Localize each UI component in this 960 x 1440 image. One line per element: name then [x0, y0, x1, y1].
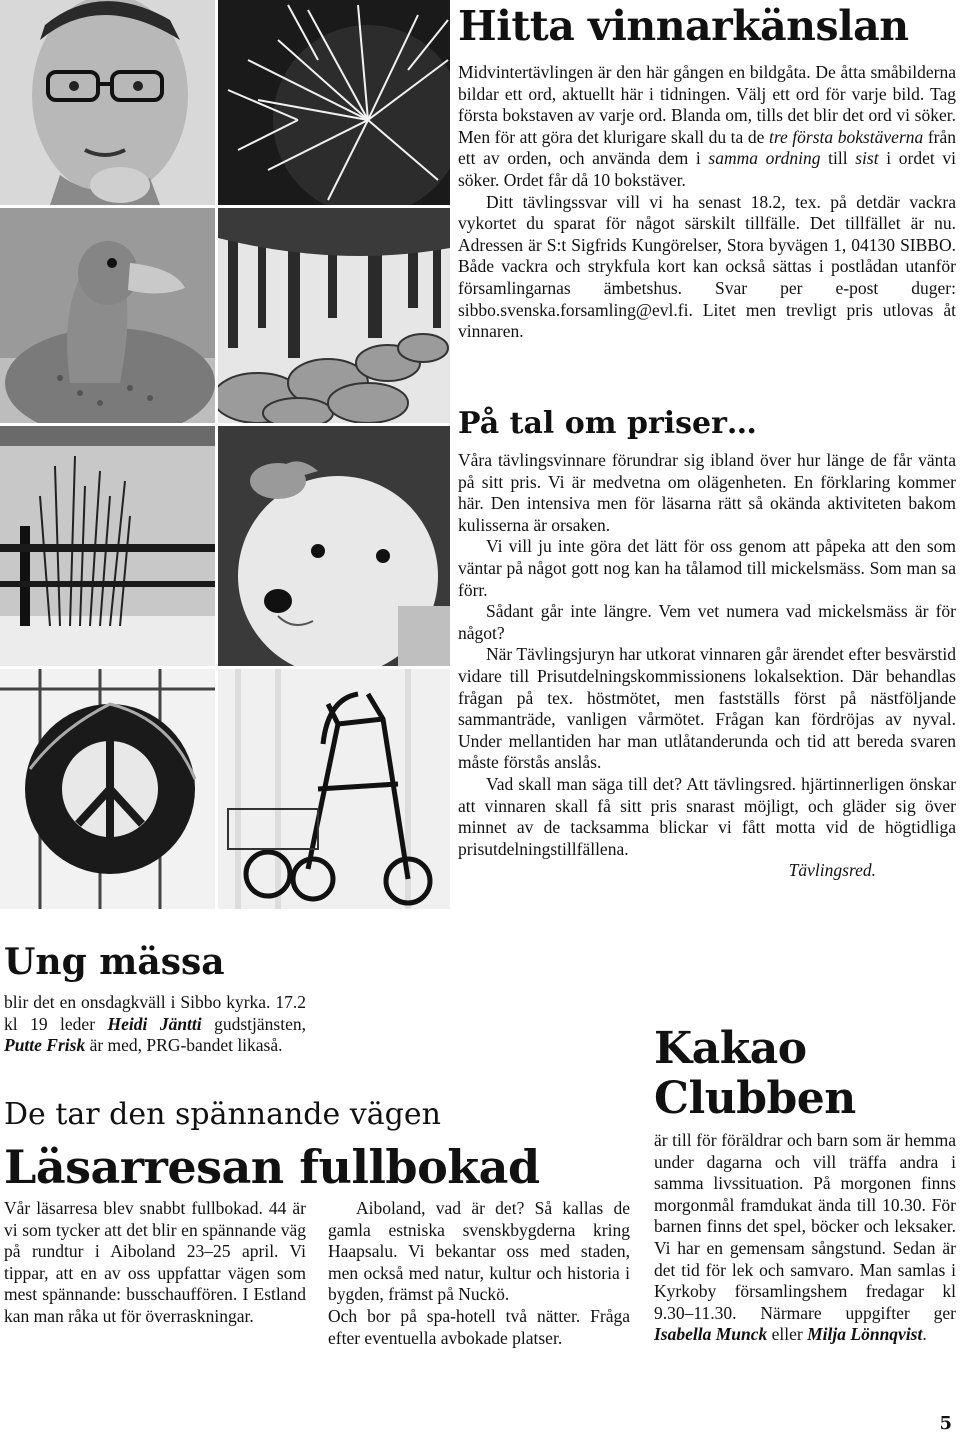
rollator-walker-photo	[218, 669, 450, 909]
prizes-paragraph-5: Vad skall man säga till det? Att tävlingsred. hjärtinnerligen önskar att vinnaren skall få sitt pris snarast möjligt, och gläder sig över minnet av de tacksamma blickar vi fått motta vid de högtidliga prisutdelningstillfällena.	[458, 773, 956, 859]
mass-paragraph: blir det en onsdagkväll i Sibbo kyrka. 17.2 kl 19 leder Heidi Jäntti gudstjänsten, Putte Frisk är med, PRG-bandet likaså.	[4, 992, 306, 1056]
trip-paragraph-2: Aiboland, vad är det? Så kallas de gamla estniska svenskbygderna kring Haapsalu. Vi bekantar oss med staden, men också med natur, kultur och historia i bygden, främst på Nuckö.	[328, 1198, 630, 1305]
prizes-paragraph-4: När Tävlingsjuryn har utkorat vinnaren går ärendet efter besvärstid vidare till Prisutdelningskommissionens lokalsektion. Där behandlas frågan på tex. höstmötet, men fastställs först på nästföljande sammanträde, vanligen vårmötet. Frågan kan fördröjas av nyval. Under mellantiden har man utlåtanderunda och tid att bereda svaren måste förstås anslås.	[458, 644, 956, 773]
trip-title: Läsarresan fullbokad	[4, 1140, 540, 1194]
man-with-glasses-photo	[0, 0, 215, 205]
reeds-winter-lake-photo	[0, 426, 215, 666]
person-heidi-jantti: Heidi Jäntti	[107, 1013, 202, 1034]
prizes-paragraph-1: Våra tävlingsvinnare förundrar sig ibland över hur länge de får vänta på sitt pris. Vi är medvetna om olägenheten. En förklaring kommer här. Den intensiva men för läsarna rätt så okända aktiviteten bakom kulisserna är orsaken.	[458, 450, 956, 535]
cocoa-body	[654, 1130, 956, 1346]
contest-paragraph-2: Ditt tävlingssvar vill vi ha senast 18.2, tex. på detdär vackra vykortet du sparat för något särskilt tillfälle. Det tillfället är nu. Adressen är S:t Sigfrids Kungörelser, Stora byvägen 1, 04130 SIBBO. Både vackra och strykfula kort kan också sättas i postlådan utanför församlingarnas ämbetshus. Svar per e-post duger: sibbo.svenska.forsamling@evl.fi. Litet men trevligt pris utlovas åt vinnaren.	[458, 191, 956, 342]
prizes-paragraph-2: Vi vill ju inte göra det lätt för oss genom att påpeka att den som väntar på något gott nog kan ha tålamod till mickelsmäss. Som man sa förr.	[458, 536, 956, 600]
cocoa-title-line-1: Kakao	[654, 1023, 807, 1074]
trip-paragraph-1: Vår läsarresa blev snabbt fullbokad. 44 är vi som tycker att det blir en spännande väg på rundtur i Aiboland 23–25 april. Vi tippar, att en av oss uppfattar vägen som mest spännande: busschauffören. I Estland kan man råka ut för överraskningar.	[4, 1198, 306, 1326]
cocoa-title-line-2: Clubben	[654, 1073, 856, 1124]
mass-title: Ung mässa	[4, 941, 225, 983]
contest-paragraph-1: Midvintertävlingen är den här gången en bildgåta. De åtta småbilderna bildar ett ord, aktuellt här i tidningen. Välj ett ord för varje bild. Tag första bokstaven av varje ord. Blanda om, tills det blir det ord vi söker. Men för att göra det klurigare skall du ta de tre första bokstäverna från ett av orden, och använda dem i samma ordning till sist i ordet vi söker. Ordet får då 10 bokstäver.	[458, 62, 957, 190]
page-number: 5	[939, 1413, 952, 1434]
mass-body	[4, 992, 306, 1057]
prizes-title: På tal om priser…	[458, 406, 757, 441]
trip-column-2	[328, 1198, 630, 1349]
cocoa-title	[654, 1024, 954, 1124]
contest-title: Hitta vinnarkänslan	[458, 2, 909, 50]
person-isabella-munck: Isabella Munck	[654, 1324, 768, 1345]
wooden-duck-photo	[0, 208, 215, 423]
stone-wall-forest-photo	[218, 208, 450, 423]
trip-paragraph-3: Och bor på spa-hotell två nätter. Fråga efter eventuella avbokade platser.	[328, 1305, 630, 1348]
contest-body	[458, 62, 956, 343]
lifebuoy-photo	[0, 669, 215, 909]
teddy-bear-photo	[218, 426, 450, 666]
cactus-photo	[218, 0, 450, 205]
person-milja-lonnqvist: Milja Lönnqvist	[807, 1324, 923, 1345]
prizes-paragraph-3: Sådant går inte längre. Vem vet numera vad mickelsmäss är för något?	[458, 601, 956, 643]
prizes-body	[458, 450, 956, 882]
person-putte-frisk: Putte Frisk	[4, 1035, 86, 1056]
trip-kicker: De tar den spännande vägen	[4, 1097, 441, 1132]
prizes-signature: Tävlingsred.	[788, 860, 876, 881]
cocoa-paragraph: är till för föräldrar och barn som är hemma under dagarna och vill träffa andra i samma livssituation. På morgonen finns morgonmål framdukat ända till 10.30. För barnen finns det spel, böcker och leksaker. Vi har en gemensam sångstund. Sedan är det tid för lek och samvaro. Man samlas i Kyrkoby församlingshem fredagar kl 9.30–11.30. Närmare uppgifter ger Isabella Munck eller Milja Lönnqvist.	[654, 1130, 956, 1345]
trip-column-1	[4, 1198, 306, 1328]
